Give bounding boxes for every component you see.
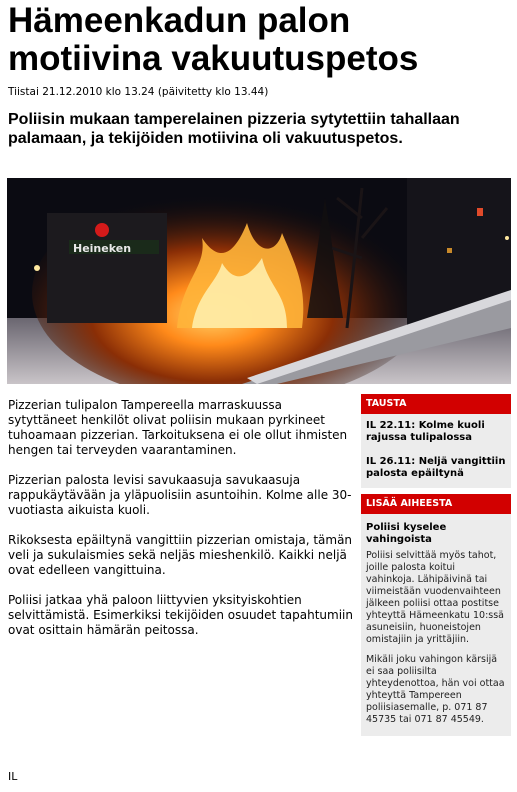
more-title: Poliisi kyselee vahingoista: [366, 522, 447, 545]
more-header: LISÄÄ AIHEESTA: [361, 494, 511, 514]
tausta-box: [361, 414, 511, 488]
fire-photo-illustration: [7, 178, 511, 384]
article-dateline: Tiistai 21.12.2010 klo 13.24 (päivitetty klo 13.44): [8, 86, 269, 98]
heineken-sign: Heineken: [73, 242, 132, 255]
article-headline: Hämeenkadun palon motiivina vakuutuspetos: [8, 1, 419, 78]
article-credit: IL: [8, 770, 18, 783]
tausta-header: TAUSTA: [361, 394, 511, 414]
article-paragraph: Rikoksesta epäiltynä vangittiin pizzerian omistaja, tämän veli ja sukulaismies sekä neljäs mieshenkilö. Kaikki neljä ovat edelleen vangittuina.: [8, 533, 353, 577]
sidebar: [361, 394, 511, 736]
more-box: [361, 514, 511, 736]
tausta-link[interactable]: [361, 444, 511, 480]
tausta-link-date: IL 26.11:: [366, 456, 416, 467]
article-lead: Poliisin mukaan tamperelainen pizzeria sytytettiin tahallaan palamaan, ja tekijöiden motiivina oli vakuutuspetos.: [8, 111, 460, 147]
heineken-star-icon: [95, 223, 109, 237]
more-text: Mikäli joku vahingon kärsijä ei saa poliisilta yhteydenottoa, hän voi ottaa yhteyttä Tampereen poliisiasemalle, p. 071 87 45735 tai 071 87 45549.: [366, 654, 505, 725]
tausta-link-text: Neljä vangittiin palosta epäiltynä: [366, 456, 506, 479]
tausta-link[interactable]: [361, 414, 511, 444]
article-paragraph: Pizzerian tulipalon Tampereella marraskuussa sytyttäneet henkilöt olivat poliisin mukaan pyrkineet tuhoamaan pizzerian. Tarkoituksena ei ole ollut ihmisten hengen tai terveyden vaarantaminen.: [8, 398, 348, 457]
fire-photo: [7, 178, 511, 384]
article-body: [8, 398, 353, 653]
more-text: Poliisi selvittää myös tahot, joille palosta koitui vahinkoja. Lähipäivinä tai viimeistään vuodenvaihteen jälkeen poliisi ottaa postitse yhteyttä Hämeenkatu 10:ssä asuneisiin, huoneistojen omistajiin ja yrittäjiin.: [366, 550, 504, 645]
tausta-link-date: IL 22.11:: [366, 420, 416, 431]
article-paragraph: Poliisi jatkaa yhä paloon liittyvien yksityiskohtien selvittämistä. Esimerkiksi tekijöiden osuudet tapahtumiin ovat osittain hämärän peitossa.: [8, 593, 353, 637]
tausta-link-text: Kolme kuoli rajussa tulipalossa: [366, 420, 485, 443]
article-paragraph: Pizzerian palosta levisi savukaasuja savukaasuja rappukäytävään ja yläpuolisiin asuntoihin. Kolme alle 30-vuotiasta aikuista kuoli.: [8, 473, 352, 517]
